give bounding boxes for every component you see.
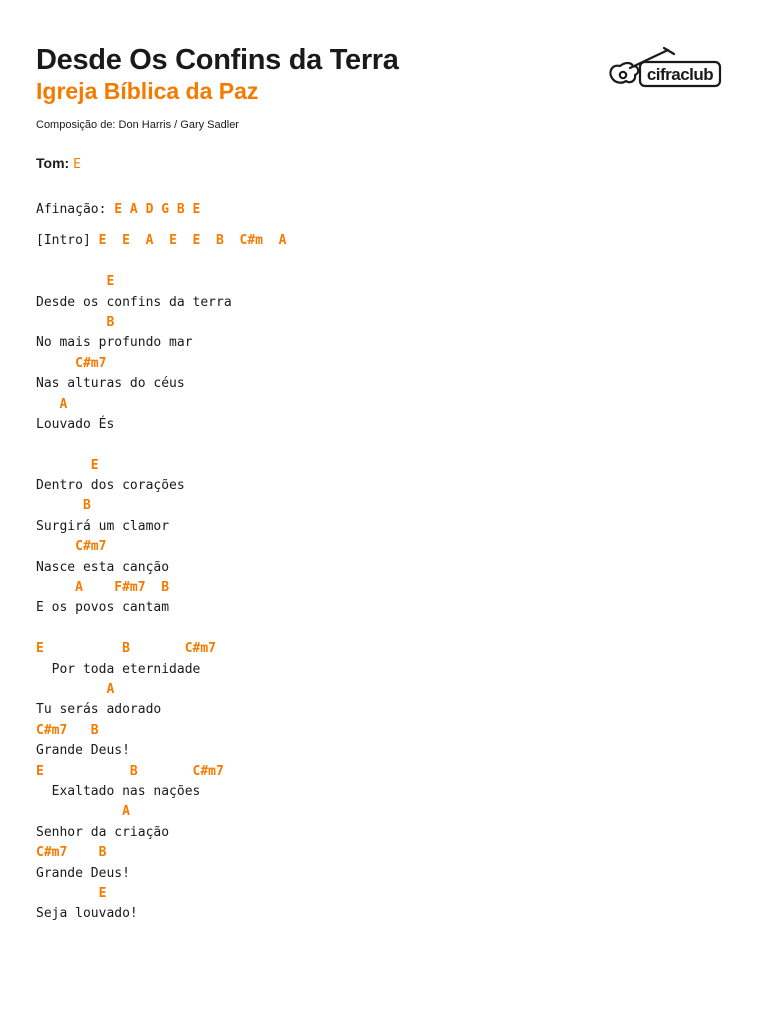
lyric-line: Dentro dos corações — [36, 478, 185, 494]
chord-line[interactable]: B — [36, 498, 91, 514]
lyric-line: Senhor da criação — [36, 824, 170, 840]
lyric-line: Surgirá um clamor — [36, 518, 170, 534]
tuning-row — [36, 200, 748, 220]
lyric-line: Grande Deus! — [36, 743, 130, 759]
chord-line[interactable]: C#m7 B — [36, 845, 107, 861]
lyric-line: E os povos cantam — [36, 600, 170, 616]
key-row — [36, 154, 81, 174]
chord-line[interactable]: E B C#m7 — [36, 641, 217, 657]
chord-line[interactable]: E — [36, 885, 107, 901]
chord-line[interactable]: A — [36, 804, 130, 820]
lyric-line: Seja louvado! — [36, 906, 138, 922]
key-label: Tom: — [36, 155, 70, 171]
chord-line[interactable]: A — [36, 396, 68, 412]
chord-line[interactable]: E — [36, 457, 99, 473]
song-title: Desde Os Confins da Terra — [36, 44, 399, 76]
blank-line — [36, 435, 748, 455]
chord-sheet — [36, 200, 748, 925]
chord-line[interactable]: A F#m7 B — [36, 580, 170, 596]
lyric-line: No mais profundo mar — [36, 335, 193, 351]
lyric-line: Nasce esta canção — [36, 559, 170, 575]
lyric-line: Louvado És — [36, 416, 115, 432]
chord-line[interactable]: C#m7 B — [36, 722, 99, 738]
chord-line[interactable]: A — [36, 681, 115, 697]
logo-text: cifraclub — [646, 65, 714, 84]
guitar-icon — [606, 44, 724, 94]
blank-line — [36, 619, 748, 639]
intro-row — [36, 231, 748, 251]
key-value[interactable]: E — [73, 157, 81, 172]
tuning-notes[interactable]: E A D G B E — [114, 202, 201, 217]
intro-chords[interactable]: E E A E E B C#m A — [98, 233, 287, 249]
composers: Composição de: Don Harris / Gary Sadler — [36, 119, 239, 131]
intro-label: [Intro] — [36, 233, 91, 249]
cifraclub-logo[interactable] — [606, 44, 724, 94]
chord-line[interactable]: C#m7 — [36, 539, 107, 555]
chord-line[interactable]: E B C#m7 — [36, 763, 224, 779]
chord-line[interactable]: B — [36, 314, 115, 330]
chord-line[interactable]: C#m7 — [36, 355, 107, 371]
chord-line[interactable]: E — [36, 274, 115, 290]
lyric-line: Nas alturas do céus — [36, 376, 185, 392]
lyric-line: Tu serás adorado — [36, 702, 162, 718]
lyric-line: Desde os confins da terra — [36, 294, 232, 310]
lyric-line: Exaltado nas nações — [36, 783, 201, 799]
lyric-line: Por toda eternidade — [36, 661, 201, 677]
tuning-label: Afinação: — [36, 202, 107, 217]
lyric-line: Grande Deus! — [36, 865, 130, 881]
artist-name[interactable]: Igreja Bíblica da Paz — [36, 78, 259, 104]
song-body — [36, 272, 748, 925]
